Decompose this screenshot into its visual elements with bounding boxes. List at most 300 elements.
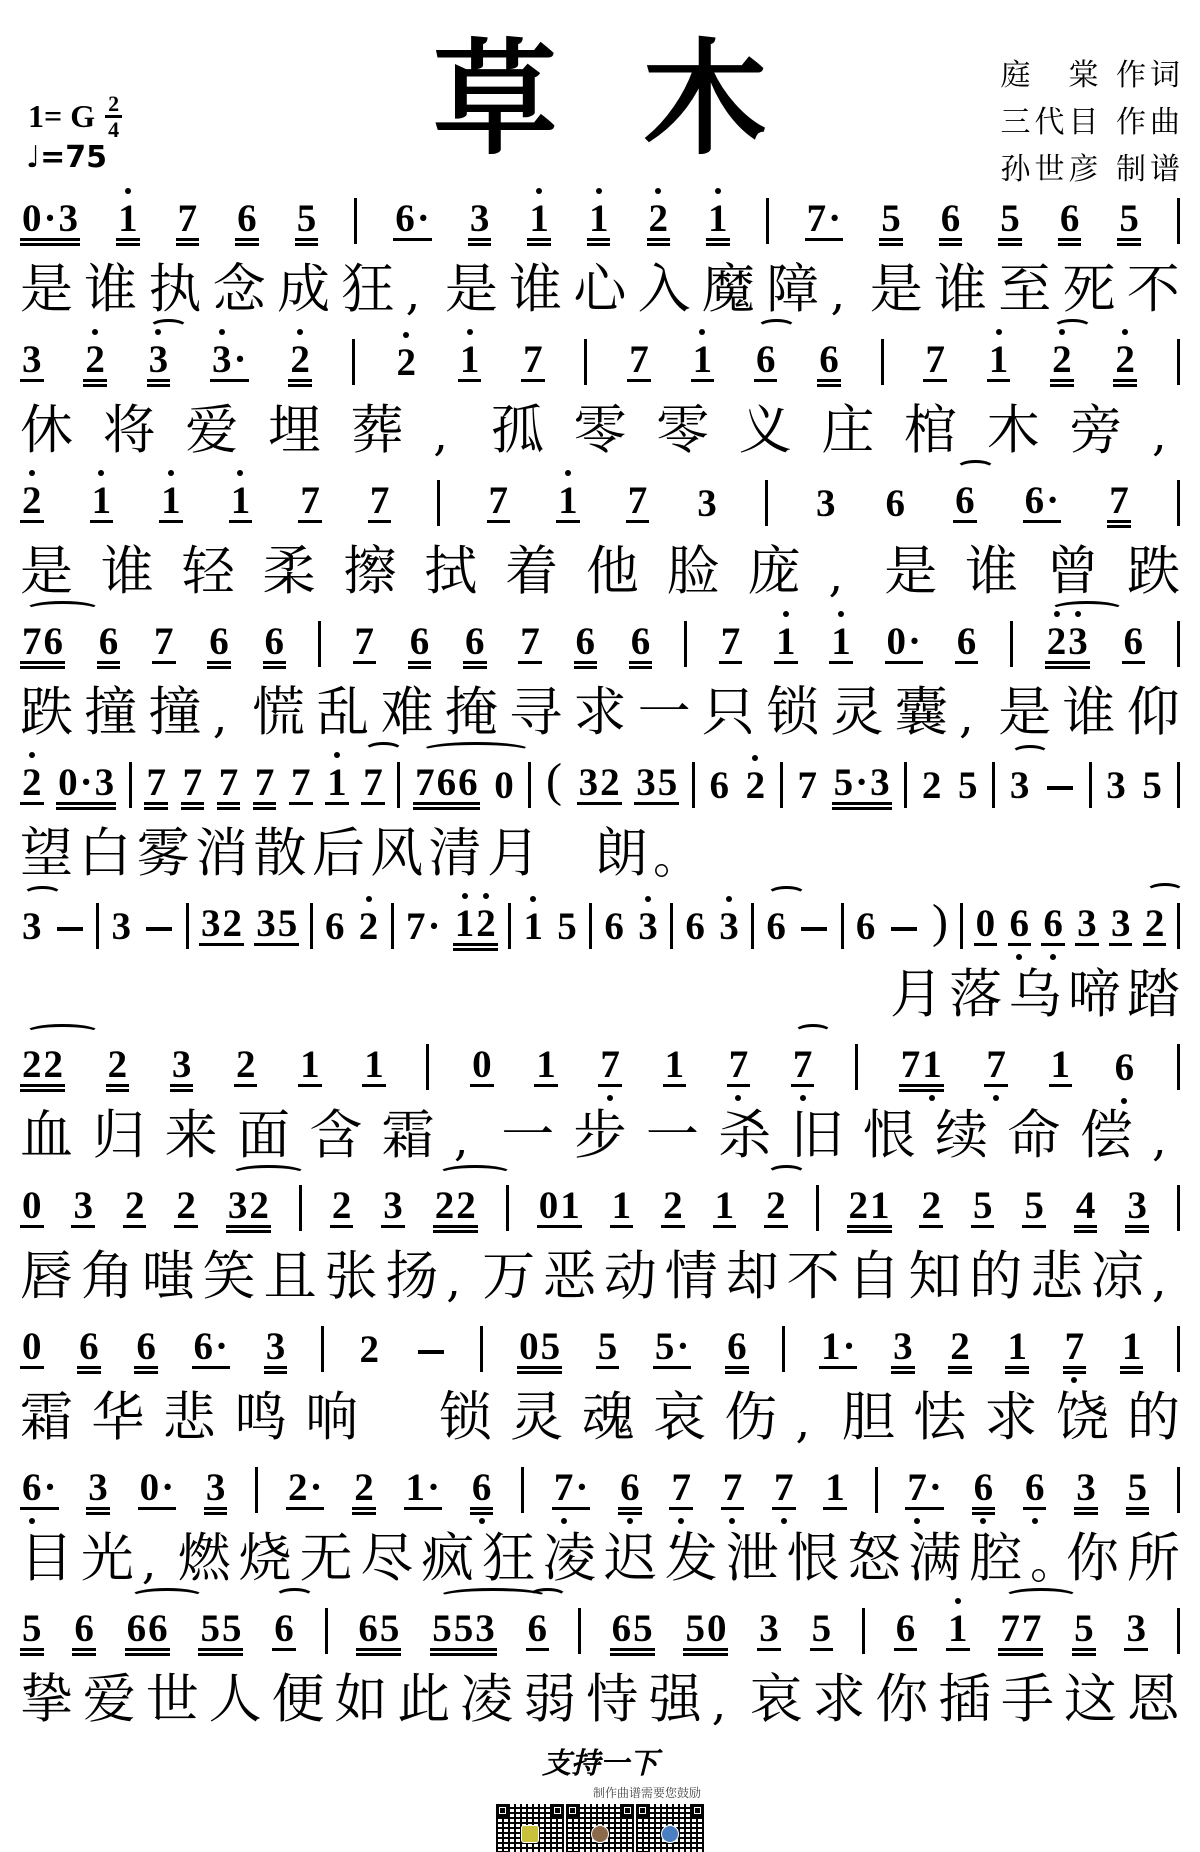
barline [855,1044,858,1090]
barline [578,1608,581,1654]
note-digit: 7 [182,761,203,804]
lyric-char: 伤 [724,1386,778,1448]
barline [391,903,394,949]
note [817,340,841,382]
note-digit: 2 [354,1466,374,1509]
lyric-char: 锁 [438,1386,492,1448]
system [20,895,1180,1029]
lyric-char: 落 [949,963,1003,1025]
note-digit: 6 [274,1607,294,1650]
note-digit: 1 [922,1043,942,1086]
note-digit: 3 [1106,764,1126,807]
lyric-char: 跌 [1126,540,1180,602]
note [930,895,950,948]
lyric-char: 续 [935,1104,989,1166]
note-digit: 6 [436,761,457,804]
lyric-gap [377,1391,421,1444]
barline [766,198,769,244]
barline [325,1608,328,1654]
note [1049,1045,1073,1087]
barline [352,339,355,385]
note-digit: · [43,197,57,240]
lyric-text [20,1527,1180,1589]
lyric-line [20,536,1180,606]
barline [506,1185,509,1231]
note [939,199,963,241]
note-digit: 3 [638,905,658,948]
note [20,1045,65,1087]
note [174,1186,198,1228]
lyric-char: 后 [311,822,365,884]
note [323,907,347,946]
note-digit: 6 [940,197,961,240]
lyric-char: 谁 [965,540,1019,602]
lyric-char: 不 [786,1245,840,1307]
lyric-char: 鸣 [233,1386,287,1448]
note-digit: 3 [383,1184,403,1227]
note [298,1045,322,1087]
note-digit: 6 [458,761,478,804]
note [669,1468,693,1510]
lyric-char: 庄 [821,399,875,461]
lyric-char: 义 [738,399,792,461]
note-digit: 7 [523,338,543,381]
note [20,907,44,946]
note [20,1186,44,1228]
note [946,1609,970,1651]
lyric-text [20,258,1180,320]
title-char: 草 [432,27,557,172]
note-digit: 3 [1127,1184,1147,1227]
lyric-char: 哀 [749,1668,803,1730]
note [1075,904,1099,946]
note [394,343,418,382]
note-digit: · [309,1466,323,1509]
note-digit: 1 [459,338,480,381]
note-digit: 1 [161,479,181,522]
dash-note [1047,786,1073,790]
lyric-char: 唇 [20,1245,73,1307]
lyric-punct: 。 [653,829,700,884]
lyric-char: 光 [80,1527,134,1589]
note [192,1327,231,1369]
note [1050,340,1074,382]
lyric-char: 轻 [181,540,235,602]
note [109,907,133,946]
note-digit: 1 [664,1043,685,1086]
note-digit: 1 [948,1607,968,1650]
lyric-char: 爱 [82,1668,136,1730]
note-digit: 3 [469,197,490,240]
lyric-char: 掩 [444,681,498,743]
notation-line [20,1600,1180,1664]
notation-line [20,613,1180,677]
system [20,331,1180,465]
lyric-char: 知 [908,1245,962,1307]
lyric-char: 杀 [718,1104,772,1166]
note-digit: 2 [358,905,379,948]
note-digit: 1 [405,1466,426,1509]
note [847,1186,892,1228]
lyric-punct: , [141,1534,157,1589]
title-char: 木 [643,27,768,172]
note-digit: 1 [588,197,609,240]
note [537,1186,582,1228]
lyric-char: 怯 [913,1386,967,1448]
lyric-char: 来 [164,1104,218,1166]
lyric-punct: , [212,688,228,743]
lyric-char: 撞 [84,681,138,743]
lyric-punct: , [1151,406,1167,461]
note-digit: · [928,1466,942,1509]
lyric-char: 葬 [350,399,404,461]
note-digit: 6 [324,905,345,948]
barline [1177,621,1180,667]
note [1124,1609,1148,1651]
lyric-char: 此 [397,1668,451,1730]
note [138,1468,177,1510]
lyric-punct: , [1152,1111,1167,1166]
lyric-char: 月 [487,822,540,884]
lyric-char: 面 [236,1104,290,1166]
note-digit: 7 [154,620,174,663]
lyric-char: 人 [208,1668,262,1730]
lyric-text [20,1245,1180,1307]
note [217,763,241,805]
lyric-char: 却 [725,1245,779,1307]
lyric-char: 木 [986,399,1040,461]
note [1023,1468,1047,1510]
lyric-char: 将 [102,399,156,461]
note-digit: 6 [527,1607,547,1650]
note-digit: 6 [74,1607,94,1650]
lyric-char: 你 [875,1668,929,1730]
note-digit: 7 [907,1466,927,1509]
note-digit: 7 [671,1466,691,1509]
note [725,1327,749,1369]
note [805,199,844,241]
header [0,0,1200,190]
qr-code [496,1804,564,1852]
lyric-char: 寻 [509,681,563,743]
note-digit: 3 [1110,902,1131,945]
note-digit: 6 [148,1607,168,1650]
barline [397,762,400,808]
note [795,766,819,805]
notation-line [20,1318,1180,1382]
note-digit: · [427,1466,441,1509]
note-digit: 6 [1123,620,1144,663]
note-digit: 0 [886,620,906,663]
note-digit: 7 [405,905,426,948]
lyric-line [20,395,1180,465]
note [791,1045,815,1087]
qr-code [566,1804,634,1852]
note-digit: 1 [230,479,251,522]
note [653,1327,692,1369]
lyric-char: 归 [92,1104,146,1166]
note-digit: 2 [921,1184,941,1227]
lyric-char: 如 [334,1668,388,1730]
note-digit: 5 [1000,197,1020,240]
barline [960,903,963,949]
note [891,1327,915,1369]
parenthesis: ) [932,895,949,948]
lyric-punct: , [795,1393,811,1448]
note-digit: 6 [1114,1046,1135,1089]
note-digit: 7 [369,479,390,522]
note [683,907,707,946]
barline [96,903,99,949]
note-digit: 6 [264,620,284,663]
lyric-text [20,1386,1180,1448]
note-digit: 7 [722,1466,743,1509]
note [527,199,551,241]
note [1072,1609,1096,1651]
barline [318,621,321,667]
note [1120,1327,1144,1369]
dash-note [891,927,917,931]
lyric-char: 旁 [1069,399,1123,461]
note-digit: 7 [218,761,239,804]
note [683,1609,728,1651]
lyric-char: 执 [148,258,202,320]
lyric-char: 强 [648,1668,702,1730]
lyric-text [20,1104,1180,1166]
note-digit: 6 [43,620,63,663]
note [353,622,377,664]
note [517,1327,562,1369]
score [0,190,1200,1734]
lyric-char: 零 [573,399,627,461]
lyric-text [20,822,700,884]
lyric-char: 恃 [585,1668,639,1730]
lyric-line [20,1664,1180,1734]
lyric-char: 一 [501,1104,555,1166]
note-digit: · [842,1325,856,1368]
lyric-char: 谁 [100,540,154,602]
note [358,1330,382,1369]
note [587,199,611,241]
note-digit: 6 [885,482,906,525]
lyric-char: 谁 [933,258,987,320]
note [325,763,349,805]
note [116,199,140,241]
note-digit: 2 [287,1466,308,1509]
note-digit: 2 [107,1043,128,1086]
note [1125,1186,1149,1228]
barline [1177,903,1180,949]
note [468,199,492,241]
lyric-char: 扬 [385,1245,439,1307]
note-digit: 5 [811,1607,832,1650]
note-digit: 3 [1068,620,1088,663]
note [721,1468,745,1510]
note [574,622,598,664]
note-digit: 3 [22,338,42,381]
note-digit: 5 [22,1607,42,1650]
notation-line [20,1036,1180,1100]
note [361,763,385,805]
note [610,1186,634,1228]
note-digit: 3 [265,1325,286,1368]
note-digit: 7 [146,761,166,804]
note-digit: 2 [600,761,620,804]
lyric-char: 魂 [581,1386,635,1448]
lyric-char: 目 [20,1527,73,1589]
system [20,1459,1180,1593]
note-digit: 7 [254,761,275,804]
note-digit: 0 [975,902,996,945]
note [286,1468,325,1510]
note-digit: 6 [685,905,705,948]
note-digit: 2 [950,1325,970,1368]
note [125,1609,170,1651]
note-digit: · [575,1466,589,1509]
note-digit: 1 [611,1184,632,1227]
note-digit: 1 [988,338,1009,381]
lyric-char: 月 [890,963,943,1025]
note [415,1350,447,1369]
note [54,927,86,946]
note [97,622,121,664]
note-digit: 1 [825,1466,845,1509]
note-digit: 3 [200,902,221,945]
note [744,766,768,805]
note [1140,766,1164,805]
lyric-char: 偿 [1079,1104,1133,1166]
lyric-char: 凌 [543,1527,597,1589]
barline [684,621,687,667]
note [143,927,175,946]
note-digit: 1 [870,1184,890,1227]
lyric-char: 柔 [262,540,316,602]
note-digit: 3 [893,1325,913,1368]
lyric-char: 弱 [523,1668,576,1730]
lyric-char: 角 [80,1245,134,1307]
lyric-char: 消 [195,822,249,884]
note-digit: 2 [222,902,242,945]
lyric-char: 棺 [904,399,958,461]
note [264,1327,288,1369]
note-digit: 6 [98,620,119,663]
note [706,199,730,241]
note-digit: 7 [728,1043,749,1086]
note-digit: 0 [472,1043,492,1086]
note [757,1609,781,1651]
note [147,340,171,382]
note-digit: 7 [177,197,198,240]
note-digit: 2 [1144,902,1165,945]
lyric-char: 血 [20,1104,73,1166]
qr-center-icon [591,1825,609,1843]
lyric-char: 插 [938,1668,992,1730]
note-digit: 2 [766,1184,786,1227]
barline [310,903,313,949]
barline [1177,1185,1180,1231]
lyric-char: 零 [656,399,710,461]
note-digit: 7 [986,1043,1006,1086]
note-digit: 6 [620,1466,640,1509]
note-digit: 0 [139,1466,160,1509]
note [356,1609,401,1651]
note-digit: 5 [972,1184,993,1227]
barline [584,339,587,385]
note-digit: 0 [22,1325,42,1368]
qr-center-icon [661,1825,679,1843]
note [998,1609,1043,1651]
qr-finder-pattern [636,1804,649,1817]
note [408,622,432,664]
barline [751,903,754,949]
note-digit: 2 [43,1043,63,1086]
lyric-char: 响 [305,1386,359,1448]
note-digit: 5 [1142,764,1162,807]
note-digit: 5 [1119,197,1139,240]
note-digit: 6 [1059,197,1080,240]
note-digit: 2 [396,341,416,384]
barline [426,1044,429,1090]
note-digit: 3 [636,761,656,804]
note [1041,904,1065,946]
note-digit: 6 [126,1607,147,1650]
dash-note [57,927,83,931]
lyric-line [20,1523,1180,1593]
lyric-char: 动 [603,1245,657,1307]
note-digit: 3 [815,482,836,525]
note [234,1045,258,1087]
lyric-char: 且 [263,1245,317,1307]
note-digit: · [828,197,842,240]
lyric-char: 恨 [862,1104,916,1166]
barline [299,1185,302,1231]
note-digit: 3 [171,1043,192,1086]
note [253,763,277,805]
note-digit: 7 [488,479,509,522]
note-digit: 7 [415,761,435,804]
note [381,1186,405,1228]
note-digit: 1 [831,620,851,663]
note-digit: 6 [1043,902,1063,945]
note-digit: 5 [453,1607,474,1650]
note-digit: 6 [819,338,839,381]
note [433,1186,478,1228]
note-digit: 6 [471,1466,492,1509]
note [368,481,392,523]
lyric-char: 魔 [701,258,755,320]
note [708,766,732,805]
lyric-char: 华 [91,1386,145,1448]
note-digit: 2 [1115,338,1135,381]
note-digit: 6 [755,338,776,381]
lyric-char: 朗 [594,822,648,884]
note [134,1327,158,1369]
credits [1000,52,1184,193]
note [470,1468,494,1510]
lyric-char: 挚 [20,1668,73,1730]
note-digit: 3 [1076,1466,1096,1509]
note-digit: 7 [553,1466,574,1509]
lyric-char: 埋 [267,399,321,461]
support-subtitle: 制作曲谱需要您鼓励 [592,1786,701,1800]
lyric-text [890,963,1180,1025]
note-digit: · [855,761,869,804]
lyric-char: 旧 [790,1104,844,1166]
note-digit: 7 [300,479,320,522]
lyric-char: 雾 [136,822,190,884]
note [20,340,44,382]
lyric-char: 念 [212,258,266,320]
